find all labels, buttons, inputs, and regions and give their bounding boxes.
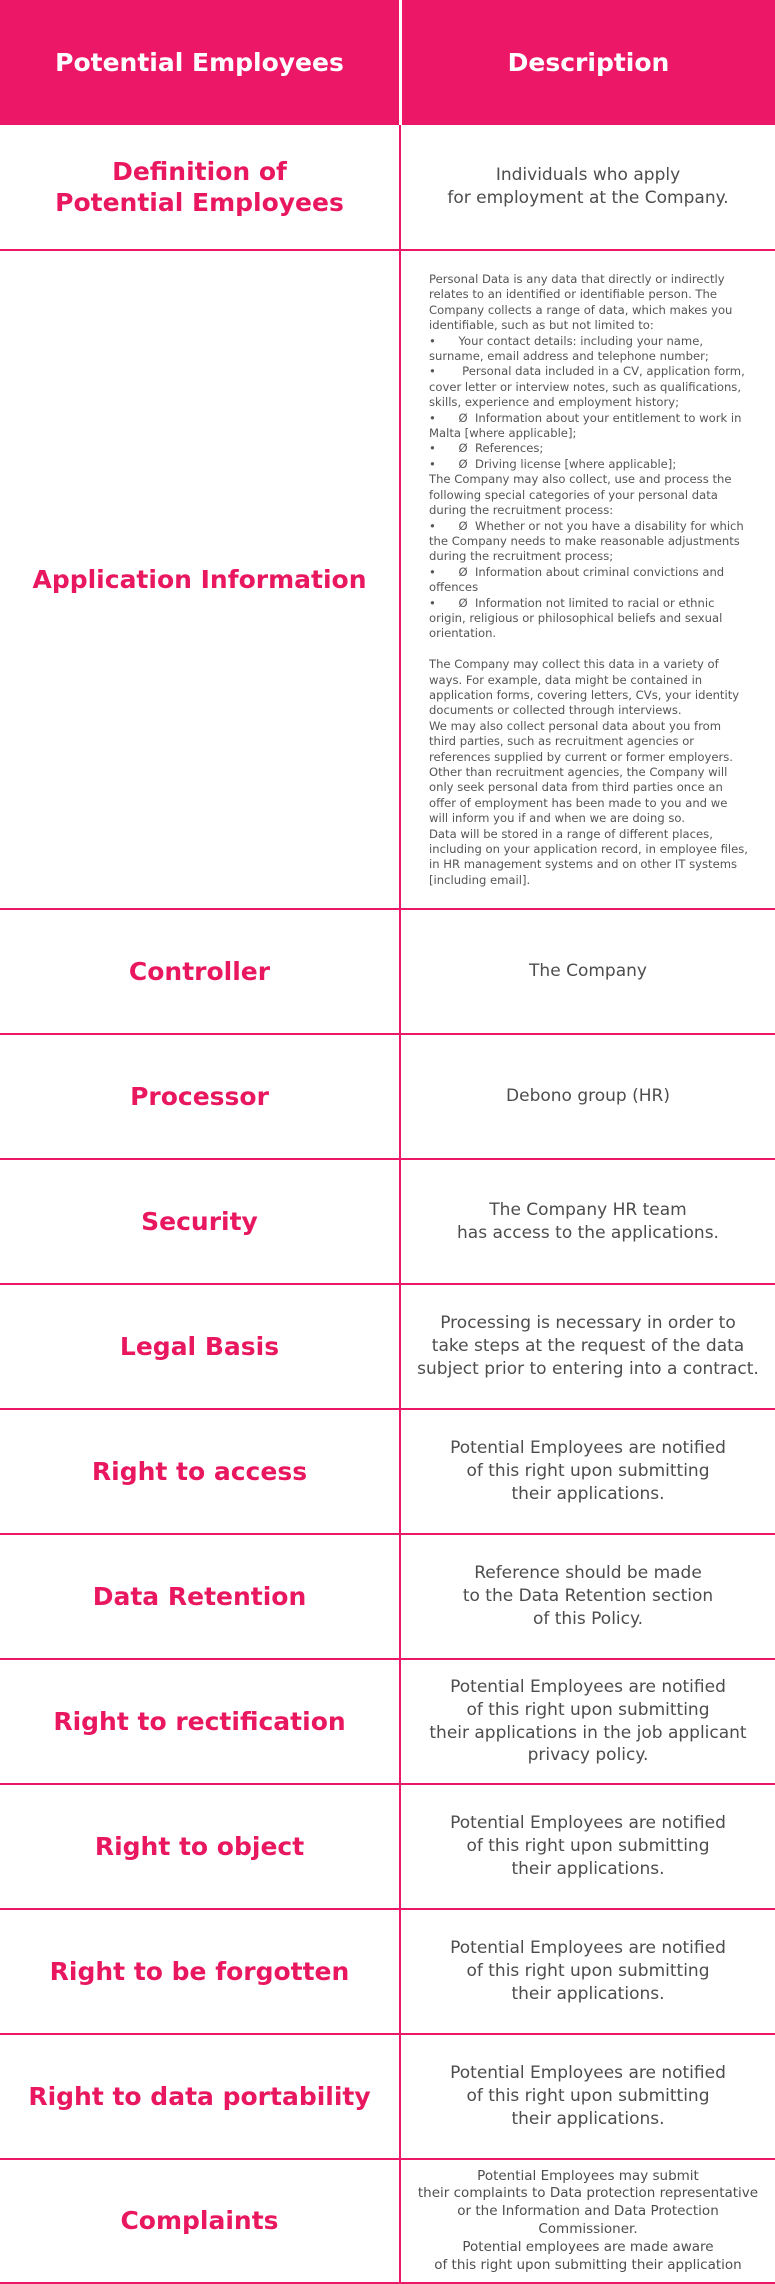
row-label: Right to be forgotten xyxy=(49,1956,350,1986)
row-label: Security xyxy=(141,1206,258,1236)
row-description: Debono group (HR) xyxy=(506,1086,670,1107)
row-description: Potential Employees are notified of this right upon submitting their applications. xyxy=(450,1438,726,1504)
row-right-to-rectification xyxy=(0,1660,775,1785)
header-potential-employees: Potential Employees xyxy=(55,48,344,77)
row-processor xyxy=(0,1035,775,1160)
row-right-to-data-portability xyxy=(0,2035,775,2160)
row-description: Individuals who apply for employment at the Company. xyxy=(447,165,729,208)
row-label: Right to data portability xyxy=(28,2081,371,2111)
table-header xyxy=(0,0,775,125)
row-definition xyxy=(0,125,775,251)
row-label: Right to object xyxy=(94,1831,305,1861)
row-description: Potential Employees are notified of this right upon submitting their applications in the job applicant privacy policy. xyxy=(429,1676,747,1766)
row-application-information xyxy=(0,251,775,910)
row-label: Definition of Potential Employees xyxy=(55,156,344,217)
row-description: Processing is necessary in order to take steps at the request of the data subject prior to entering into a contract. xyxy=(417,1313,759,1379)
row-security xyxy=(0,1160,775,1285)
row-description: Potential Employees are notified of this right upon submitting their applications. xyxy=(450,2063,726,2129)
row-label: Data Retention xyxy=(92,1581,307,1611)
row-label: Legal Basis xyxy=(119,1331,280,1361)
row-complaints xyxy=(0,2160,775,2284)
row-description: The Company xyxy=(529,961,647,982)
row-description: Potential Employees are notified of this right upon submitting their applications. xyxy=(450,1938,726,2004)
row-right-to-be-forgotten xyxy=(0,1910,775,2035)
row-description: Reference should be made to the Data Retention section of this Policy. xyxy=(462,1563,714,1629)
row-label: Complaints xyxy=(120,2206,279,2236)
row-description: Potential Employees may submit their complaints to Data protection representative or the Information and Data Protection Commissioner. Potential employees are made aware of this right upon submitting their application xyxy=(417,2167,759,2273)
row-description: Personal Data is any data that directly or indirectly relates to an identified or identifiable person. The Company collects a range of data, which makes you identifiable, such as but not limited to: • Your contact details: including your name, surname, email address and telephone number; • Personal data included in a CV, application form, cover letter or interview notes, such as qualifications, skills, experience and employment history; • Ø Information about your entitlement to work in Malta [where applicable]; • Ø References; • Ø Driving license [where applicable]; The Company may also collect, use and process the following special categories of your personal data during the recruitment process: • Ø Whether or not you have a disability for which the Company needs to make reasonable adjustments during the recruitment process; • Ø Information about criminal convictions and offences • Ø Information not limited to racial or ethnic origin, religious or philosophical beliefs and sexual orientation. The Company may collect this data in a variety of ways. For example, data might be contained in application forms, covering letters, CVs, your identity documents or collected through interviews. We may also collect personal data about you from third parties, such as recruitment agencies or references supplied by current or former employers. Other than recruitment agencies, the Company will only seek personal data from third parties once an offer of employment has been made to you and we will inform you if and when we are doing so. Data will be stored in a range of different places, including on your application record, in employee files, in HR management systems and on other IT systems [including email]. xyxy=(429,272,748,887)
row-right-to-access xyxy=(0,1410,775,1535)
row-right-to-object xyxy=(0,1785,775,1910)
row-label: Controller xyxy=(128,956,271,986)
row-controller xyxy=(0,910,775,1035)
row-label: Application Information xyxy=(32,564,367,594)
row-label: Right to access xyxy=(91,1456,308,1486)
row-description: The Company HR team has access to the applications. xyxy=(457,1199,719,1243)
row-description: Potential Employees are notified of this right upon submitting their applications. xyxy=(450,1813,726,1879)
row-label: Right to rectification xyxy=(53,1706,346,1736)
row-data-retention xyxy=(0,1535,775,1660)
row-legal-basis xyxy=(0,1285,775,1410)
row-label: Processor xyxy=(130,1081,269,1111)
header-description: Description xyxy=(507,48,670,77)
